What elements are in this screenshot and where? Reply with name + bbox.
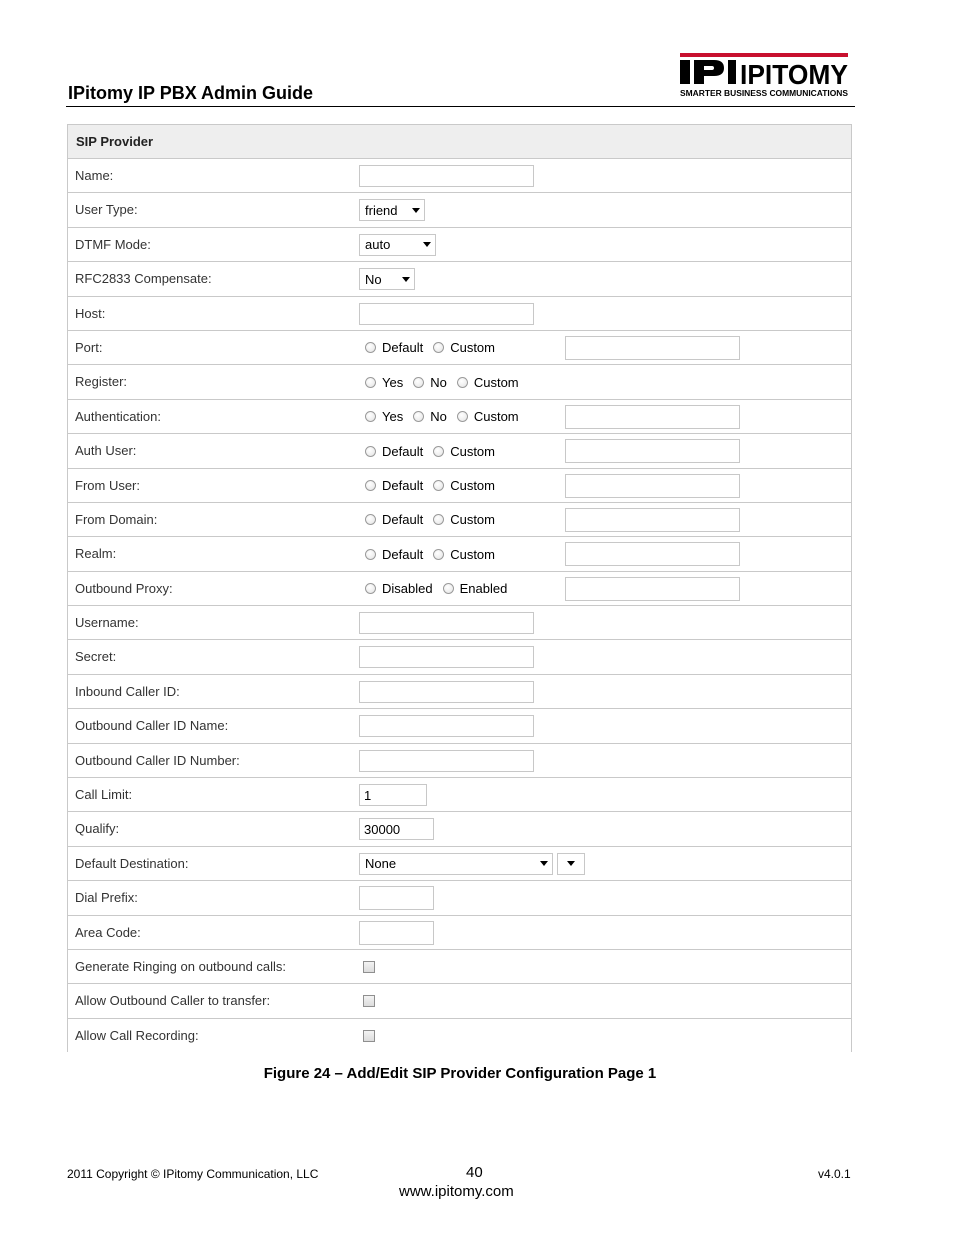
footer-website: www.ipitomy.com: [399, 1183, 514, 1200]
allow-transfer-label: Allow Outbound Caller to transfer:: [75, 993, 271, 1009]
from-domain-label: From Domain:: [75, 511, 158, 527]
svg-text:IPITOMY: IPITOMY: [740, 59, 849, 90]
logo-tagline: SMARTER BUSINESS COMMUNICATIONS: [680, 89, 849, 98]
generate-ringing-checkbox[interactable]: [363, 961, 375, 973]
auth-user-custom-radio[interactable]: [433, 446, 444, 457]
footer-copyright: 2011 Copyright © IPitomy Communication, LLC: [67, 1167, 319, 1181]
outbound-caller-id-number-input[interactable]: [359, 750, 534, 772]
authentication-no-radio[interactable]: [413, 411, 424, 422]
chevron-down-icon: [423, 242, 431, 247]
port-default-radio[interactable]: [365, 342, 376, 353]
dial-prefix-label: Dial Prefix:: [75, 890, 138, 906]
from-user-default-label: Default: [382, 478, 424, 494]
outbound-caller-id-number-label: Outbound Caller ID Number:: [75, 752, 240, 768]
from-domain-custom-label: Custom: [450, 512, 495, 528]
row-generate-ringing: [68, 950, 851, 984]
row-allow-transfer: [68, 984, 851, 1018]
row-username: [68, 606, 851, 640]
footer-version: v4.0.1: [818, 1167, 851, 1181]
footer-page-number: 40: [466, 1164, 483, 1181]
host-input[interactable]: [359, 303, 534, 325]
username-input[interactable]: [359, 612, 534, 634]
row-secret: [68, 640, 851, 674]
allow-transfer-checkbox[interactable]: [363, 995, 375, 1007]
row-outbound-caller-id-number: [68, 744, 851, 778]
name-label: Name:: [75, 168, 114, 183]
authentication-custom-input[interactable]: [565, 405, 740, 429]
row-allow-recording: [68, 1019, 851, 1052]
chevron-down-icon: [540, 861, 548, 866]
outbound-caller-id-name-input[interactable]: [359, 715, 534, 737]
register-label: Register:: [75, 374, 128, 390]
from-domain-default-radio[interactable]: [365, 514, 376, 525]
default-destination-select[interactable]: [359, 853, 553, 875]
auth-user-label: Auth User:: [75, 443, 137, 459]
rfc2833-label: RFC2833 Compensate:: [75, 271, 212, 287]
row-realm: [68, 537, 851, 571]
realm-custom-label: Custom: [450, 546, 495, 562]
port-custom-radio[interactable]: [433, 342, 444, 353]
authentication-label: Authentication:: [75, 408, 162, 424]
row-name: [68, 159, 851, 193]
rfc2833-value: No: [365, 271, 382, 287]
qualify-input[interactable]: 30000: [359, 818, 434, 840]
generate-ringing-label: Generate Ringing on outbound calls:: [75, 958, 287, 974]
realm-label: Realm:: [75, 546, 117, 562]
host-label: Host:: [75, 305, 106, 321]
outbound-proxy-disabled-label: Disabled: [382, 581, 433, 597]
user-type-select[interactable]: [359, 199, 425, 221]
document-title: IPitomy IP PBX Admin Guide: [68, 83, 314, 103]
dtmf-mode-value: auto: [365, 237, 391, 253]
realm-custom-input[interactable]: [565, 542, 740, 566]
row-area-code: [68, 916, 851, 950]
row-authentication: [68, 400, 851, 434]
port-default-label: Default: [382, 340, 424, 356]
row-user-type: [68, 193, 851, 227]
from-domain-custom-input[interactable]: [565, 508, 740, 532]
authentication-yes-radio[interactable]: [365, 411, 376, 422]
row-host: [68, 297, 851, 331]
header-rule: [66, 106, 855, 107]
inbound-caller-id-label: Inbound Caller ID:: [75, 683, 180, 699]
auth-user-default-label: Default: [382, 443, 424, 459]
figure-caption-text: Figure 24 – Add/Edit SIP Provider Configuration Page 1: [263, 1065, 657, 1082]
secret-input[interactable]: [359, 646, 534, 668]
dial-prefix-input[interactable]: [359, 886, 434, 910]
authentication-yes-label: Yes: [382, 409, 404, 425]
from-domain-custom-radio[interactable]: [433, 514, 444, 525]
authentication-no-label: No: [430, 409, 447, 425]
register-yes-label: Yes: [382, 374, 404, 390]
port-label: Port:: [75, 339, 103, 355]
area-code-input[interactable]: [359, 921, 434, 945]
row-from-domain: [68, 503, 851, 537]
from-user-custom-label: Custom: [450, 478, 495, 494]
register-no-label: No: [430, 374, 447, 390]
register-no-radio[interactable]: [413, 377, 424, 388]
from-user-default-radio[interactable]: [365, 480, 376, 491]
row-port: [68, 331, 851, 365]
outbound-proxy-input[interactable]: [565, 577, 740, 601]
default-destination-subselect[interactable]: [557, 853, 585, 875]
chevron-down-icon: [402, 277, 410, 282]
default-destination-label: Default Destination:: [75, 855, 189, 871]
row-outbound-caller-id-name: [68, 709, 851, 743]
port-custom-input[interactable]: [565, 336, 740, 360]
row-default-destination: [68, 847, 851, 881]
allow-recording-label: Allow Call Recording:: [75, 1027, 199, 1043]
register-custom-radio[interactable]: [457, 377, 468, 388]
register-yes-radio[interactable]: [365, 377, 376, 388]
from-user-custom-input[interactable]: [565, 474, 740, 498]
from-user-custom-radio[interactable]: [433, 480, 444, 491]
row-dtmf-mode: [68, 228, 851, 262]
user-type-label: User Type:: [75, 202, 138, 218]
from-user-label: From User:: [75, 477, 140, 493]
allow-recording-checkbox[interactable]: [363, 1030, 375, 1042]
chevron-down-icon: [412, 208, 420, 213]
authentication-custom-label: Custom: [473, 409, 519, 425]
form-header: SIP Provider: [68, 125, 851, 159]
row-auth-user: [68, 434, 851, 468]
row-inbound-caller-id: [68, 675, 851, 709]
outbound-caller-id-name-label: Outbound Caller ID Name:: [75, 718, 229, 734]
sip-provider-form: [67, 124, 852, 1052]
figure-caption: [0, 1065, 954, 1082]
row-rfc2833: [68, 262, 851, 296]
area-code-label: Area Code:: [75, 924, 141, 940]
row-from-user: [68, 469, 851, 503]
auth-user-custom-label: Custom: [450, 443, 495, 459]
user-type-value: friend: [365, 202, 398, 218]
register-custom-label: Custom: [473, 374, 519, 390]
call-limit-input[interactable]: 1: [359, 784, 427, 806]
username-label: Username:: [75, 615, 139, 631]
ipitomy-logo: [678, 50, 854, 102]
call-limit-label: Call Limit:: [75, 787, 133, 803]
realm-default-radio[interactable]: [365, 549, 376, 560]
name-input[interactable]: [359, 165, 534, 187]
auth-user-default-radio[interactable]: [365, 446, 376, 457]
qualify-label: Qualify:: [75, 821, 120, 837]
outbound-proxy-enabled-label: Enabled: [459, 581, 508, 597]
row-call-limit: [68, 778, 851, 812]
chevron-down-icon: [567, 861, 575, 866]
row-outbound-proxy: [68, 572, 851, 606]
rfc2833-select[interactable]: [359, 268, 415, 290]
inbound-caller-id-input[interactable]: [359, 681, 534, 703]
port-custom-label: Custom: [450, 340, 495, 356]
realm-default-label: Default: [382, 546, 424, 562]
dtmf-mode-label: DTMF Mode:: [75, 236, 151, 252]
outbound-proxy-disabled-radio[interactable]: [365, 583, 376, 594]
row-register: [68, 365, 851, 399]
realm-custom-radio[interactable]: [433, 549, 444, 560]
row-qualify: [68, 812, 851, 846]
from-domain-default-label: Default: [382, 512, 424, 528]
row-dial-prefix: [68, 881, 851, 915]
dtmf-mode-select[interactable]: [359, 234, 436, 256]
default-destination-value: None: [365, 856, 397, 872]
outbound-proxy-label: Outbound Proxy:: [75, 580, 173, 596]
secret-label: Secret:: [75, 649, 117, 665]
outbound-proxy-enabled-radio[interactable]: [443, 583, 454, 594]
authentication-custom-radio[interactable]: [457, 411, 468, 422]
auth-user-custom-input[interactable]: [565, 439, 740, 463]
